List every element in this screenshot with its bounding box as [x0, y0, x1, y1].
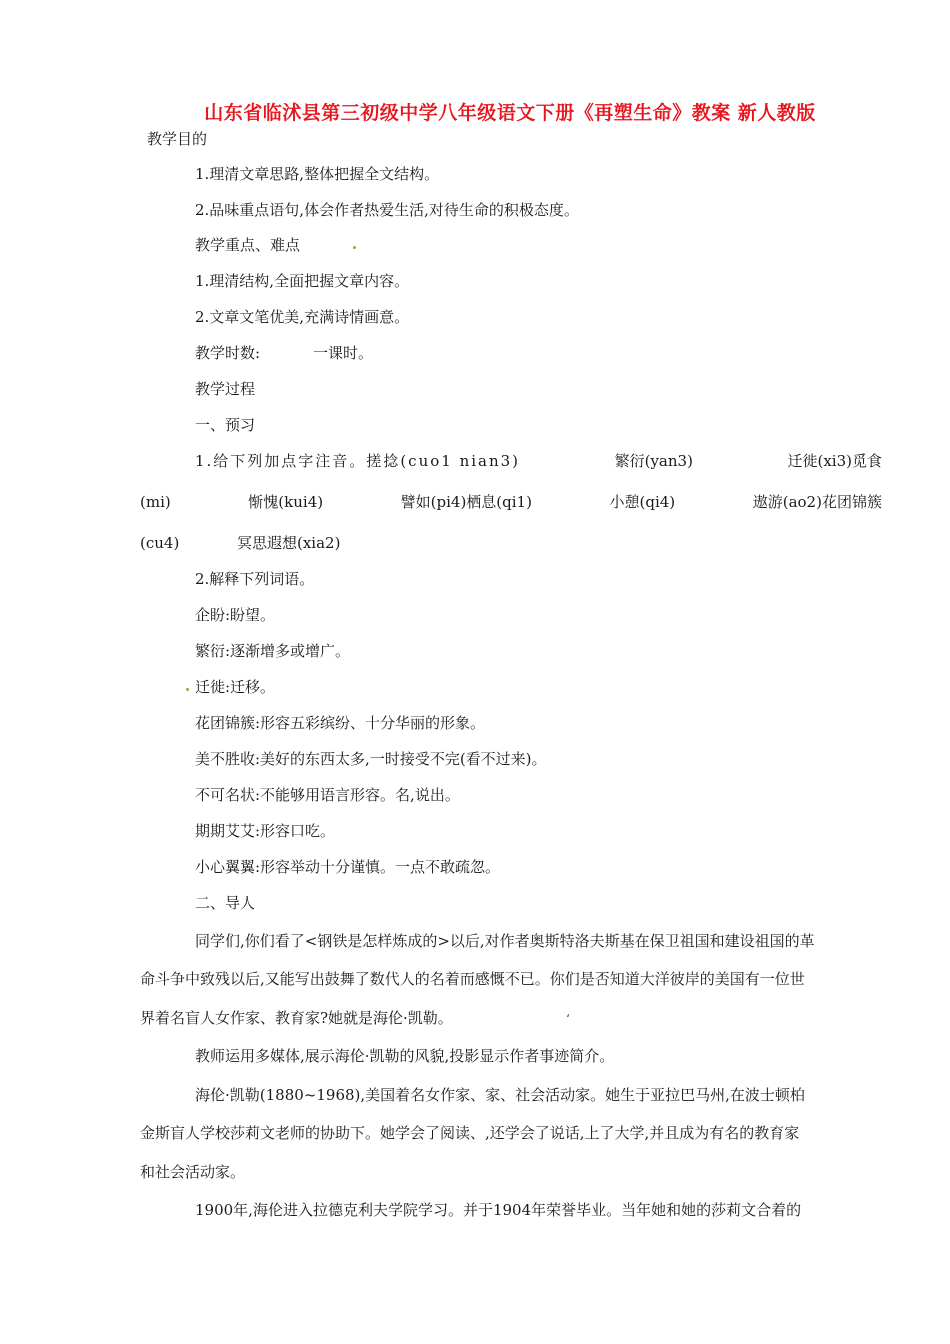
final-line: 1900年,海伦进入拉德克利夫学院学习。并于1904年荣誉毕业。当年她和她的莎莉文合着的 [195, 1201, 802, 1219]
intro-paragraph-line: 界着名盲人女作家、教育家?她就是海伦·凯勒。 [140, 1009, 453, 1027]
key-point-1: 1.理清结构,全面把握文章内容。 [195, 272, 410, 290]
objective-2: 2.品味重点语句,体会作者热爱生活,对待生命的积极态度。 [195, 201, 579, 219]
pinyin-item: 1.给下列加点字注音。搓捻(cuo1 nian3) [195, 452, 521, 470]
pinyin-item: 惭愧(kui4) [248, 493, 324, 511]
objectives-heading: 教学目的 [147, 130, 208, 148]
process-heading: 教学过程 [195, 380, 256, 398]
pinyin-item: 迁徙(xi3)觅食 [787, 452, 882, 470]
bio-paragraph-line: 金斯盲人学校莎莉文老师的协助下。她学会了阅读、,还学会了说话,上了大学,并且成为有名的教育家 [140, 1124, 800, 1142]
vocab-item: 花团锦簇:形容五彩缤纷、十分华丽的形象。 [195, 714, 486, 732]
pinyin-item: 遨游(ao2)花团锦簇 [752, 493, 882, 511]
stray-dot [186, 688, 189, 691]
hours-label: 教学时数: [195, 344, 261, 362]
pinyin-item: 冥思遐想(xia2) [237, 534, 341, 552]
vocab-item: 繁衍:逐渐增多或增广。 [195, 642, 351, 660]
vocab-item: 企盼:盼望。 [195, 606, 276, 624]
bio-paragraph-line: 海伦·凯勒(1880~1968),美国着名女作家、家、社会活动家。她生于亚拉巴马州,在波士顿柏 [195, 1086, 805, 1104]
preview-heading: 一、预习 [195, 416, 256, 434]
vocab-item: 迁徙:迁移。 [195, 678, 276, 696]
pinyin-item: 譬如(pi4)栖息(qi1) [400, 493, 532, 511]
objective-1: 1.理清文章思路,整体把握全文结构。 [195, 165, 440, 183]
pinyin-item: 繁衍(yan3) [614, 452, 693, 470]
intro-paragraph-line: 同学们,你们看了<钢铁是怎样炼成的>以后,对作者奥斯特洛夫斯基在保卫祖国和建设祖国的革 [195, 932, 815, 950]
pinyin-item: (mi) [140, 493, 171, 511]
intro-paragraph-line: 命斗争中致残以后,又能写出鼓舞了数代人的名着而感慨不已。你们是否知道大洋彼岸的美国有一位世 [140, 970, 805, 988]
bio-paragraph-line: 和社会活动家。 [140, 1163, 246, 1181]
media-line: 教师运用多媒体,展示海伦·凯勒的风貌,投影显示作者事迹简介。 [195, 1047, 615, 1065]
vocab-item: 美不胜收:美好的东西太多,一时接受不完(看不过来)。 [195, 750, 547, 768]
intro-heading: 二、导人 [195, 894, 256, 912]
key-point-2: 2.文章文笔优美,充满诗情画意。 [195, 308, 410, 326]
key-heading: 教学重点、难点 [195, 236, 301, 254]
page-title: 山东省临沭县第三初级中学八年级语文下册《再塑生命》教案 新人教版 [204, 102, 816, 124]
vocab-item: 期期艾艾:形容口吃。 [195, 822, 336, 840]
pinyin-item: (cu4) [140, 534, 180, 552]
vocab-heading: 2.解释下列词语。 [195, 570, 315, 588]
pinyin-line-2 [140, 492, 882, 512]
pinyin-item: 小憩(qi4) [609, 493, 676, 511]
vocab-item: 不可名状:不能够用语言形容。名,说出。 [195, 786, 460, 804]
vocab-item: 小心翼翼:形容举动十分谨慎。一点不敢疏忽。 [195, 858, 501, 876]
stray-mark: ‘ [566, 1012, 570, 1026]
hours-value: 一课时。 [313, 344, 374, 362]
stray-dot [353, 246, 356, 249]
pinyin-line-1 [195, 451, 882, 471]
